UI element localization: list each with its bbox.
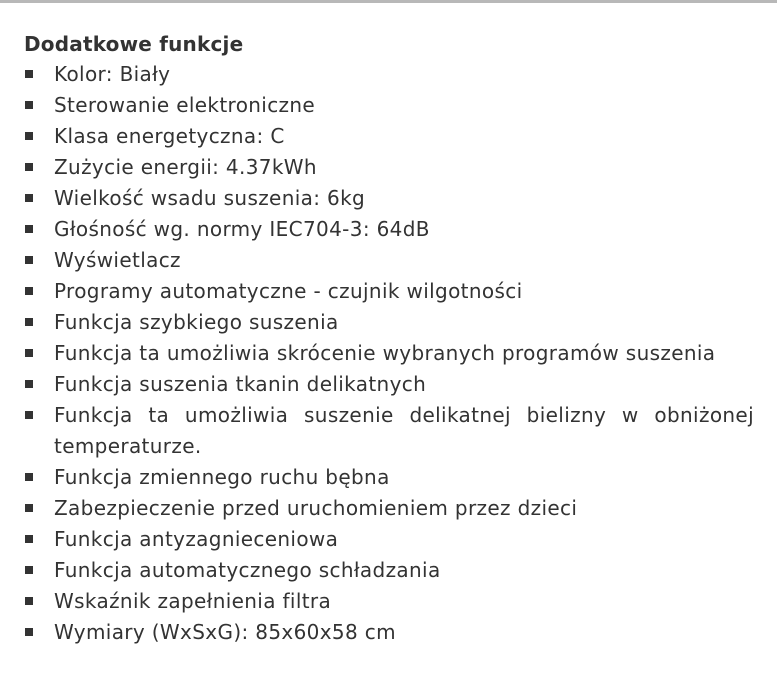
list-item [24, 524, 754, 555]
section-title: Dodatkowe funkcje [24, 32, 244, 56]
square-bullet-icon [25, 566, 33, 574]
feature-text: Wymiary (WxSxG): 85x60x58 cm [54, 620, 396, 644]
list-item [24, 462, 754, 493]
square-bullet-icon [25, 473, 33, 481]
top-divider [0, 0, 777, 3]
feature-text: Funkcja ta umożliwia suszenie delikatnej bielizny w obniżonej temperaturze. [54, 403, 754, 458]
square-bullet-icon [25, 504, 33, 512]
square-bullet-icon [25, 256, 33, 264]
feature-text: Głośność wg. normy IEC704-3: 64dB [54, 217, 430, 241]
list-item [24, 338, 754, 369]
square-bullet-icon [25, 287, 33, 295]
feature-text: Funkcja zmiennego ruchu bębna [54, 465, 390, 489]
list-item [24, 493, 754, 524]
list-item [24, 152, 754, 183]
feature-text: Funkcja automatycznego schładzania [54, 558, 441, 582]
feature-text: Wyświetlacz [54, 248, 181, 272]
square-bullet-icon [25, 194, 33, 202]
square-bullet-icon [25, 318, 33, 326]
feature-text: Funkcja ta umożliwia skrócenie wybranych programów suszenia [54, 341, 716, 365]
additional-features-section [24, 30, 754, 648]
list-item [24, 617, 754, 648]
square-bullet-icon [25, 101, 33, 109]
square-bullet-icon [25, 380, 33, 388]
list-item [24, 183, 754, 214]
square-bullet-icon [25, 349, 33, 357]
list-item [24, 555, 754, 586]
feature-text: Wskaźnik zapełnienia filtra [54, 589, 332, 613]
feature-text: Zużycie energii: 4.37kWh [54, 155, 317, 179]
list-item [24, 90, 754, 121]
list-item [24, 276, 754, 307]
list-item [24, 586, 754, 617]
list-item [24, 245, 754, 276]
square-bullet-icon [25, 535, 33, 543]
feature-text: Sterowanie elektroniczne [54, 93, 316, 117]
list-item [24, 369, 754, 400]
features-list [24, 59, 754, 648]
list-item [24, 59, 754, 90]
list-item [24, 307, 754, 338]
square-bullet-icon [25, 411, 33, 419]
feature-text: Funkcja antyzagnieceniowa [54, 527, 339, 551]
feature-text: Klasa energetyczna: C [54, 124, 285, 148]
square-bullet-icon [25, 597, 33, 605]
square-bullet-icon [25, 132, 33, 140]
list-item [24, 400, 754, 462]
feature-text: Funkcja suszenia tkanin delikatnych [54, 372, 427, 396]
list-item [24, 121, 754, 152]
feature-text: Wielkość wsadu suszenia: 6kg [54, 186, 366, 210]
feature-text: Zabezpieczenie przed uruchomieniem przez dzieci [54, 496, 578, 520]
feature-text: Kolor: Biały [54, 62, 171, 86]
square-bullet-icon [25, 628, 33, 636]
square-bullet-icon [25, 225, 33, 233]
list-item [24, 214, 754, 245]
square-bullet-icon [25, 70, 33, 78]
feature-text: Programy automatyczne - czujnik wilgotności [54, 279, 523, 303]
feature-text: Funkcja szybkiego suszenia [54, 310, 339, 334]
square-bullet-icon [25, 163, 33, 171]
